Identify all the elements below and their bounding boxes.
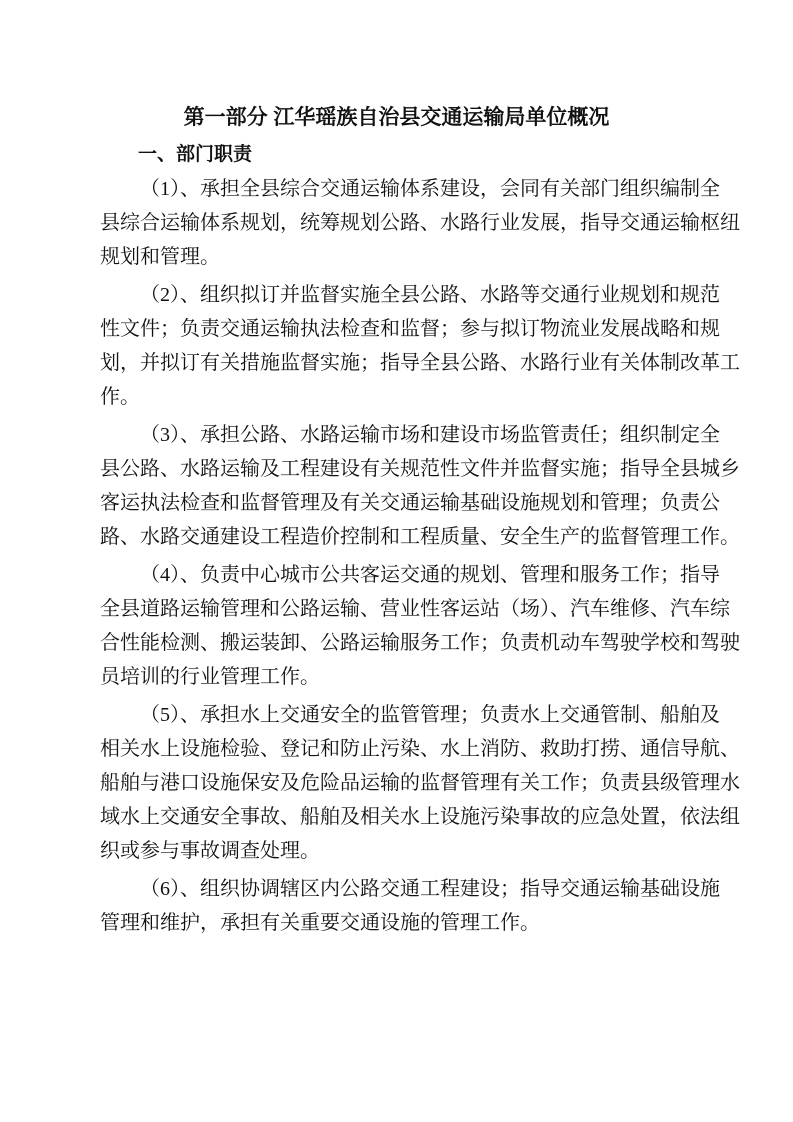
paragraph-line: 划，并拟订有关措施监督实施；指导全县公路、水路行业有关体制改革工: [100, 352, 740, 374]
paragraph-line: 合性能检测、搬运装卸、公路运输服务工作；负责机动车驾驶学校和驾驶: [100, 632, 740, 654]
paragraph-line: 管理和维护，承担有关重要交通设施的管理工作。: [100, 912, 540, 934]
paragraph-line: （1）、承担全县综合交通运输体系建设，会同有关部门组织编制全: [140, 178, 720, 200]
paragraph-line: 船舶与港口设施保安及危险品运输的监督管理有关工作；负责县级管理水: [100, 772, 740, 794]
paragraph-line: （6）、组织协调辖区内公路交通工程建设；指导交通运输基础设施: [140, 878, 720, 900]
paragraph-2: [100, 278, 740, 414]
paragraph-line: 员培训的行业管理工作。: [100, 666, 320, 688]
paragraph-3: [100, 418, 740, 554]
paragraph-4: [100, 558, 740, 694]
paragraph-line: （3）、承担公路、水路运输市场和建设市场监管责任；组织制定全: [140, 424, 720, 446]
paragraph-line: 规划和管理。: [100, 246, 220, 268]
paragraph-line: 客运执法检查和监督管理及有关交通运输基础设施规划和管理；负责公: [100, 492, 720, 514]
paragraph-line: 县公路、水路运输及工程建设有关规范性文件并监督实施；指导全县城乡: [100, 458, 740, 480]
paragraph-line: （5）、承担水上交通安全的监管管理；负责水上交通管制、船舶及: [140, 704, 720, 726]
section-heading: 一、部门职责: [138, 144, 253, 165]
paragraph-line: 相关水上设施检验、登记和防止污染、水上消防、救助打捞、通信导航、: [100, 738, 740, 760]
paragraph-line: 织或参与事故调查处理。: [100, 840, 320, 862]
paragraph-line: （2）、组织拟订并监督实施全县公路、水路等交通行业规划和规范: [140, 284, 720, 306]
document-body: [100, 172, 740, 944]
paragraph-1: [100, 172, 740, 274]
page-title: 第一部分 江华瑶族自治县交通运输局单位概况: [183, 106, 610, 129]
paragraph-5: [100, 698, 740, 868]
paragraph-line: 县综合运输体系规划，统筹规划公路、水路行业发展，指导交通运输枢纽: [100, 212, 740, 234]
paragraph-line: （4）、负责中心城市公共客运交通的规划、管理和服务工作；指导: [140, 564, 720, 586]
paragraph-line: 路、水路交通建设工程造价控制和工程质量、安全生产的监督管理工作。: [100, 526, 740, 548]
paragraph-line: 性文件；负责交通运输执法检查和监督；参与拟订物流业发展战略和规: [100, 318, 720, 340]
paragraph-line: 域水上交通安全事故、船舶及相关水上设施污染事故的应急处置，依法组: [100, 806, 740, 828]
paragraph-line: 全县道路运输管理和公路运输、营业性客运站（场）、汽车维修、汽车综: [100, 598, 730, 620]
paragraph-6: [100, 872, 720, 940]
paragraph-line: 作。: [100, 386, 140, 408]
